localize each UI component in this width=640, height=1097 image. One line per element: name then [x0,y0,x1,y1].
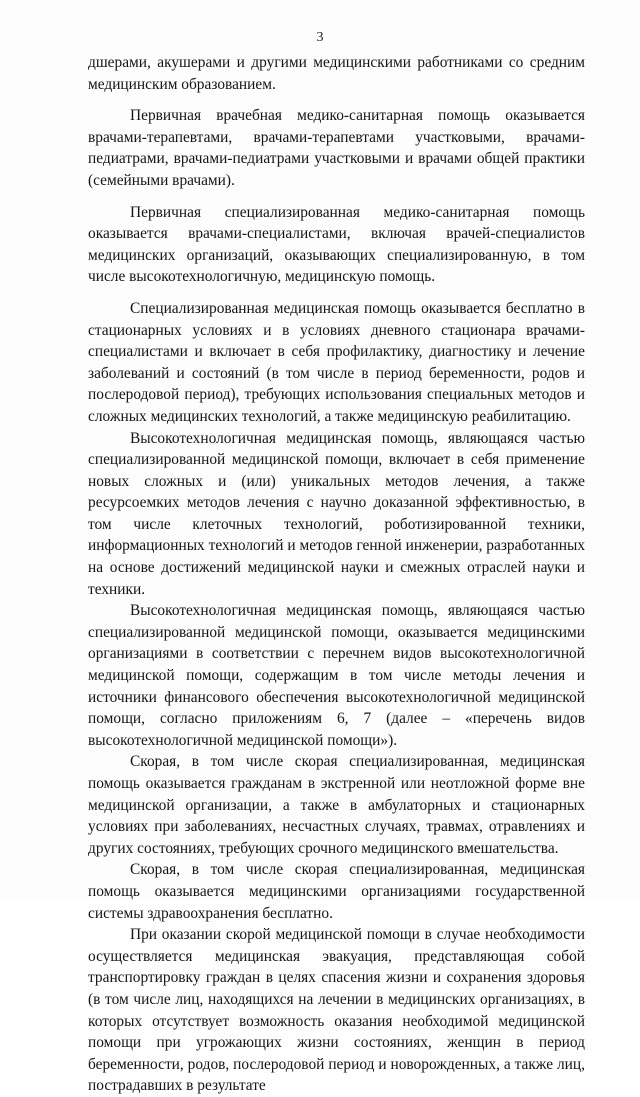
paragraph-specialized-care: Специализированная медицинская помощь оказывается бесплатно в стационарных условиях и в условиях дневного стационара врачами-специалистами и включает в себя профилактику, диагностику и лечение заболеваний и состояний (в том числе в период беременности, родов и послеродовой период), требующих использования специальных методов и сложных медицинских технологий, а также медицинскую реабилитацию. [88,299,585,425]
paragraph-primary-specialized-care: Первичная специализированная медико-санитарная помощь оказывается врачами-специалистами, включая врачей-специалистов медицинских организаций, оказывающих специализированную, в том числе высокотехнологичную, медицинскую помощь. [88,203,585,286]
paragraph-primary-care: Первичная врачебная медико-санитарная помощь оказывается врачами-терапевтами, врачами-терапевтами участковыми, врачами-педиатрами, врачами-педиатрами участковыми и врачами общей практики (семейными врачами). [88,107,585,189]
page-number: 3 [316,30,324,45]
paragraph-emergency-care-free: Скорая, в том числе скорая специализированная, медицинская помощь оказывается медицинскими организациями государственной системы здравоохранения бесплатно. [88,861,585,922]
paragraph-continuation: дшерами, акушерами и другими медицинскими работниками со средним медицинским образованием. [88,54,585,93]
paragraph-high-tech-care: Высокотехнологичная медицинская помощь, являющаяся частью специализированной медицинской помощи, включает в себя применение новых сложных и (или) уникальных методов лечения, а также ресурсоемких методов лечения с научно доказанной эффективностью, в том числе клеточных технологий, роботизированной техники, информационных технологий и методов генной инженерии, разработанных на основе достижений медицинской науки и смежных отраслей науки и техники. [88,429,586,598]
paragraph-high-tech-care-organizations: Высокотехнологичная медицинская помощь, являющаяся частью специализированной медицинской помощи, оказывается медицинскими организациями в соответствии с перечнем видов высокотехнологичной медицинской помощи, содержащим в том числе методы лечения и источники финансового обеспечения высокотехнологичной медицинской помощи, согласно приложениям 6, 7 (далее – «перечень видов высокотехнологичной медицинской помощи»). [88,602,585,749]
paragraph-medical-evacuation: При оказании скорой медицинской помощи в случае необходимости осуществляется медицинская эвакуация, представляющая собой транспортировку граждан в целях спасения жизни и сохранения здоровья (в том числе лиц, находящихся на лечении в медицинских организациях, в которых отсутствует возможность оказания необходимой медицинской помощи при угрожающих жизни состояниях, женщин в период беременности, родов, послеродовой период и новорожденных, а также лиц, пострадавших в результате [88,926,585,1095]
paragraph-emergency-care: Скорая, в том числе скорая специализированная, медицинская помощь оказывается гражданам в экстренной или неотложной форме вне медицинской организации, а также в амбулаторных и стационарных условиях при заболеваниях, несчастных случаях, травмах, отравлениях и других состояниях, требующих срочного медицинского вмешательства. [88,753,585,857]
document-body [88,52,585,1097]
